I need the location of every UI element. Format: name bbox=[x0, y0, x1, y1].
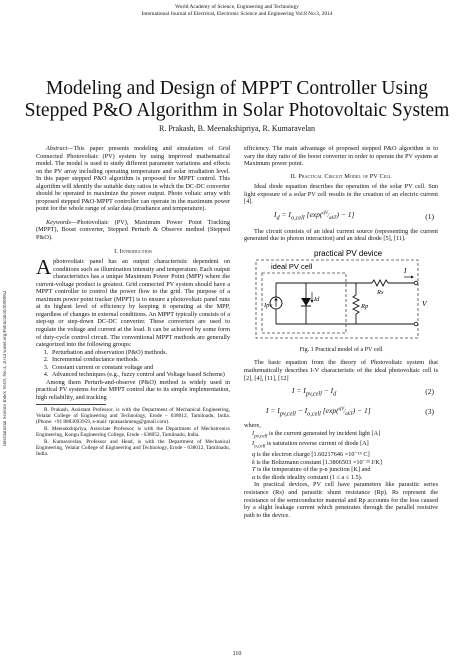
equation-2-body: $I = I_{pv,cell} - I_d$ bbox=[292, 385, 337, 398]
journal-header bbox=[0, 4, 474, 18]
figure-caption: Fig. 1 Practical model of a PV cell bbox=[299, 346, 383, 353]
definition-item: $I_{o,cell}$ is saturation reverse current of diode [A] bbox=[252, 440, 369, 450]
list-item: 1. Perturbation and observation (P&O) methods. bbox=[50, 349, 230, 357]
right-para-5: In practical devices, PV cell have parameters like parasitic series resistance (Rs) and parasitic shunt resistance (Rp). Rs represent the resistance of the semiconductor material and Rp accounts for the loss caused by a slight leakage current which penetrates through the parallel resistive path to the device. bbox=[244, 481, 438, 519]
title-line-2: Stepped P&O Algorithm in Solar Photovoltaic System bbox=[24, 100, 450, 121]
left-column bbox=[36, 145, 230, 458]
equation-2-number: (2) bbox=[425, 387, 434, 397]
list-item: 2. Incremental conductance methods. bbox=[50, 356, 230, 364]
footnote: R. Kumaravelan, Professor and Head, is with the Department of Mechanical Engineering, Velalar College of Engineering and Technology, Erode - 638012, Tamilnadu, India. bbox=[36, 438, 230, 458]
equation-1-body: $I_d = I_{o,cell}$ $[\exp(^{qV}⁄_{akT}) - 1]$ bbox=[274, 210, 355, 222]
practical-pv-device-label: practical PV device bbox=[314, 248, 383, 258]
footnote: R. Prakash, Assistant Professor, is with the Department of Mechanical Engineering, Velalar College of Engineering and Technology, Erode – 638012, Tamilnadu, India. (Phone: +91 8883093959, e-mail: rprakashmeng@gmail.com). bbox=[36, 406, 230, 426]
right-para-3: The circuit consists of an ideal current source (representing the current generated due to photon interaction) and an ideal diode [5], [11]. bbox=[244, 227, 438, 243]
definition-item: a is the diode ideality constant (1 ≤ a ≤ 1.5). bbox=[252, 473, 363, 481]
title-line-1: Modeling and Design of MPPT Controller Using bbox=[45, 78, 429, 99]
authors: R. Prakash, B. Meenakshipriya, R. Kumaravelan bbox=[159, 124, 315, 133]
list-item: 3. Constant current or constant voltage and bbox=[50, 364, 230, 372]
terminal-plus-icon bbox=[414, 281, 418, 285]
footnote: B. Meenakshipriya, Associate Professor, is with the Department of Mechatronics Engineering, Kongu Engineering College, Erode - 638052, Tamilnadu, India. bbox=[36, 425, 230, 439]
keywords-text: —Photovoltaic (PV), Maximum Power Point Tracking (MPPT), Boost converter, Stepped Perturb & Observe method (Stepped P&O). bbox=[36, 218, 230, 242]
rs-label: Rs bbox=[377, 288, 384, 296]
definition-item: k is the Boltzmann constant [1.3806503 ×10⁻²³ J/K] bbox=[252, 458, 383, 466]
paper-title bbox=[20, 78, 454, 122]
v-label: V bbox=[422, 298, 427, 308]
intro-para-2: Among them Perturb-and-observe (P&O) method is widely used in practical PV systems for the MPPT control due to its simple implementation, high reliability, and tracking bbox=[36, 378, 230, 401]
drop-cap: A bbox=[36, 255, 52, 280]
pv-cell-circuit-figure bbox=[244, 246, 438, 344]
journal-name: World Academy of Science, Engineering and Technology bbox=[175, 4, 299, 10]
keywords-label: Keywords bbox=[46, 218, 71, 226]
page-number: 110 bbox=[232, 651, 242, 657]
abstract-text: —This paper presents modeling and simulation of Grid Connected Photovoltaic (PV) system by using improved mathematical model. The model is used to study different parameter variations and effects on the PV array including operating temperature and solar irradiation level. In this paper stepped P&O algorithm is proposed for MPPT control. This algorithm will identify the suitable duty ratios in which the DC-DC converter should be operated to maximize the power output. Photo voltaic array with proposed stepped P&O-MPPT controller can operate in the maximum power point for the whole range of solar data (irradiance and temperature). bbox=[36, 145, 230, 213]
definition-item: T is the temperature of the p-n junction [K] and bbox=[252, 466, 371, 474]
mppt-methods-list bbox=[36, 349, 230, 379]
equation-3 bbox=[244, 402, 438, 422]
ideal-pv-cell-label: ideal PV cell bbox=[271, 261, 313, 271]
id-label: Id bbox=[314, 295, 320, 303]
equation-3-number: (3) bbox=[425, 407, 434, 417]
journal-issue: International Journal of Electrical, Electronic Science and Engineering Vol:8 No:3, 2014 bbox=[141, 11, 333, 17]
intro-heading: I. Introduction bbox=[114, 247, 152, 255]
ipv-label: Ipv bbox=[264, 301, 273, 309]
equation-1-number: (1) bbox=[425, 212, 434, 222]
right-para-4: The basic equation from the theory of Photovoltaic system that mathematically describes I-V characteristic of the ideal photovoltaic cell is [2], [4], [11], [12] bbox=[244, 359, 438, 382]
definition-item: $I_{pv,cell}$ is the current generated by incident light [A] bbox=[252, 429, 381, 439]
symbol-definitions bbox=[244, 430, 438, 482]
section-2-heading: II. Practical Circuit Model of PV Cell bbox=[290, 172, 392, 180]
right-column bbox=[244, 145, 438, 519]
equation-3-body: $I = I_{pv,cell} - I_{o,cell}$ $[\exp(^{qV}⁄_{akT}) - 1]$ bbox=[266, 405, 371, 418]
right-para-2: Ideal diode equation describes the operation of the solar PV cell. Sun light exposure of a solar PV cell results in the creation of an electric current [4]. bbox=[244, 183, 438, 206]
footnotes bbox=[36, 407, 230, 458]
footnote-rule bbox=[36, 404, 106, 405]
intro-para-1 bbox=[36, 255, 230, 349]
i-label: I bbox=[404, 265, 407, 275]
equation-2 bbox=[244, 382, 438, 402]
right-para-1: efficiency. The main advantage of proposed stepped P&O algorithm is to vary the duty ratio of the boost converter in order to operate the PV system at Maximum power point. bbox=[244, 145, 438, 168]
equation-1 bbox=[244, 206, 438, 228]
where-label: where, bbox=[244, 422, 261, 430]
abstract-label: Abstract bbox=[46, 145, 68, 152]
rp-label: Rp bbox=[361, 302, 369, 310]
intro-para-1-text: photovoltaic panel has an output characteristic dependent on conditions such as illumination intensity and temperature. Each output characteristics has a unique Maximum Power Point (MPP) where the current-voltage product is greatest. Grid connected PV system should have a MPPT controller to control the power flow to the grid. The purpose of a maximum power point tracker (MPPT) is to ensure a photovoltaic panel runs at its highest level of efficiency by keeping it operating at the MPP, regardless of changes in external conditions. An MPPT typically consists of a step-up or step-down DC-DC converter. These converters are used to regulate the voltage and current at the load. It can be achieved by some form of duty-cycle control circuit. The conventional MPPT methods are generally categorized into the following groups: bbox=[36, 258, 230, 349]
definition-item: q is the electron charge [1.60217646 ×10⁻¹⁹ C] bbox=[252, 451, 370, 459]
list-item: 4. Advanced techniques (e.g., fuzzy control and Voltage based Scheme) bbox=[50, 371, 230, 379]
sidebar-index: International Science Index Vol:8, No:3, 2014 waset.org/Publication/9998062 bbox=[3, 290, 8, 446]
keywords bbox=[36, 219, 230, 242]
abstract bbox=[36, 145, 230, 213]
terminal-minus-icon bbox=[414, 322, 418, 326]
